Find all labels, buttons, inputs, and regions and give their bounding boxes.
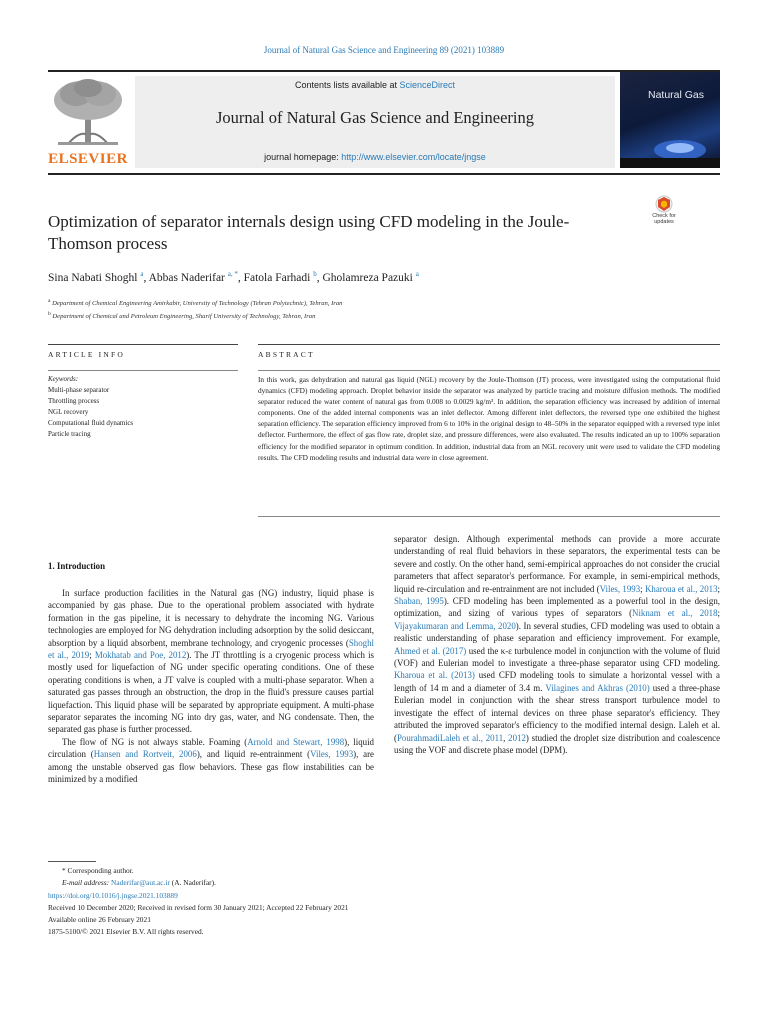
contents-line [135,80,615,90]
divider [48,370,238,371]
author[interactable]: Gholamreza Pazuki $^a$ [322,270,419,284]
affiliations [48,296,720,322]
citation-link[interactable]: Viles, 1993 [310,749,354,760]
check-for-updates-button[interactable] [644,195,684,235]
copyright: 1875-5100/© 2021 Elsevier B.V. All rights reserved. [48,927,204,937]
journal-cover[interactable] [620,72,720,168]
abstract-text: In this work, gas dehydration and natural gas liquid (NGL) recovery by the Joule-Thomson (JT) process, were investigated using the computational fluid dynamics (CFD) modeling approach. Droplet behavior inside the separator was analyzed by particle tracing and moisture diffusion methods. The modified separator reduced the water content of natural gas from 0.008 to 0.0029 kg/m³. In addition, the separation efficiency was increased by addition of internal components. One of the added internal components was an inlet deflector. Among different inlet deflectors, the reversed type one exhibited the highest separation efficiency. The separation efficiency improved from 6 to 10% in the original design to 48–50% in the separator equipped with a reversed type inlet deflector. Furthermore, the effect of gas flow rate, droplet size, and pressure differences, were also evaluated. The results indicated an up to 100% separation efficiency for the modified separator in optimum condition. In addition, industrial data from an NGL recovery unit were used to validate the CFD modeling results. The CFD modeling results and industrial data were in close agreement. [258,375,720,462]
divider [48,344,238,345]
keyword: Particle tracing [48,430,91,438]
citation-link[interactable]: Kharoua et al., 2013 [644,583,718,594]
citation-link[interactable]: Mokhatab and Poe, 2012 [94,650,187,661]
body-column-right [394,533,720,756]
footnotes [48,865,448,939]
keywords-label: Keywords: [48,375,79,383]
citation-link[interactable]: Vijayakumaran and Lemma, 2020 [394,620,516,631]
author[interactable]: Fatola Farhadi $^b$ [243,270,317,284]
divider [258,370,720,371]
citation-link[interactable]: Arnold and Stewart, 1998 [247,736,345,747]
author-list: Sina Nabati Shoghl $^a$, Abbas Naderifar $^{a, *}$, Fatola Farhadi $^b$, Gholamreza Pazuki $^a$ [48,270,419,284]
cover-flame-icon [620,72,720,168]
affiliation: $^b$ Department of Chemical and Petroleum Engineering, Sharif University of Technology, Tehran, Iran [48,311,316,321]
available-online: Available online 26 February 2021 [48,915,151,925]
check-updates-label: Check for updates [652,213,676,225]
keyword: Computational fluid dynamics [48,419,134,427]
citation-link[interactable]: Shaban, 1995 [394,596,444,607]
header-bottom-rule [48,173,720,175]
citation-link[interactable]: Ahmed et al. (2017) [394,645,467,656]
homepage-line [135,152,615,162]
introduction-heading: 1. Introduction [48,561,106,571]
citation-link[interactable]: 2012 [508,732,526,743]
cover-title: Natural Gas [648,89,705,101]
citation-link[interactable]: Hansen and Rortveit, 2006 [93,749,197,760]
citation-link[interactable]: PourahmadiLaleh et al., 2011 [396,732,504,743]
paragraph: In surface production facilities in the Natural gas (NG) industry, liquid phase is accompanied by gas phase. Due to the operational problem associated with hydrate formation in the gas pipeline, it is necessary to dehydrate the incoming NG. Various technologies are employed for NG dehydration including adsorption by the solid desiccant, absorption by a liquid absorbent, membrane technology, and cryogenic processes (Shoghl et al., 2019; Mokhatab and Poe, 2012). The JT throttling is a cryogenic process which is mostly used for liquefaction of NG under specific operating conditions. One of these operating conditions is when, a JT valve is coupled with a multi-phase separator. When a saturated gas passes through an obstruction, the drop in the fluid's pressure causes partial liquefaction. This liquid phase will be separated by appropriate equipment. A multi-phase separator separates the incoming NG into dry gas, water, and NG condensate. Then, the separated gas phase is further processed. [48,588,375,735]
journal-title: Journal of Natural Gas Science and Engineering [216,108,534,127]
doi-link[interactable]: https://doi.org/10.1016/j.jngse.2021.103889 [48,890,178,900]
citation-link[interactable]: Viles, 1993 [599,583,641,594]
citation-link[interactable]: Vilagines and Akhras (2010) [545,682,650,693]
keyword: Throttling process [48,397,100,405]
keywords-block [48,374,238,440]
keyword: Multi-phase separator [48,386,110,394]
contents-prefix: Contents lists available at [294,80,400,90]
email-link[interactable]: Naderifar@aut.ac.ir [111,878,170,888]
article-info-heading: ARTICLE INFO [48,350,125,359]
divider [258,344,720,345]
author[interactable]: Sina Nabati Shoghl $^a$ [48,270,144,284]
paragraph: separator design. Although experimental methods can provide a more accurate understanding of real fluid behaviors in these separators, the experimental tests can be severe and costly. On the other hand, semi-empirical approaches do not consider the crucial parameters that affect separator's performance. For example, in semi-empirical methods, liquid re-circulation and re-entrainment are not included (Viles, 1993; Kharoua et al., 2013; Shaban, 1995). CFD modeling has been implemented as a powerful tool in the design, optimization, and sizing of various types of separators (Niknam et al., 2018; Vijayakumaran and Lemma, 2020). In several studies, CFD modeling was used to obtain a realistic understanding of phase separation and efficiency improvement. For example, Ahmed et al. (2017) used the κ-ε turbulence model in conjunction with the volume of fluid (VOF) and Eulerian model to investigate a three-phase separator using CFD modeling. Kharoua et al. (2013) used CFD modeling tools to simulate a horizontal vessel with a length of 14 m and a diameter of 3.4 m. Vilagines and Akhras (2010) used a three-phase Eulerian model in conjunction with the shear stress transport turbulence model to investigate the effect of internal devices on three phase separator's efficiency. They attributed the improved separator's efficiency to the modified internal design. Laleh et al. (PourahmadiLaleh et al., 2011, 2012) studied the droplet size distribution and coalescence using the VOF and discrete phase model (DPM). [394,534,721,755]
citation-link[interactable]: Kharoua et al. (2013) [394,670,475,681]
abstract-heading: ABSTRACT [258,350,315,359]
footnote-rule [48,861,96,862]
elsevier-tree-icon [48,76,128,148]
elsevier-logo[interactable] [48,76,128,168]
citation-link[interactable]: Niknam et al., 2018 [632,608,718,619]
elsevier-wordmark: ELSEVIER [48,151,128,167]
author[interactable]: Abbas Naderifar $^{a, *}$ [148,270,238,284]
affiliation: $^a$ Department of Chemical Engineering Amirkabir, University of Technology (Tehran Polytechnic), Tehran, Iran [48,298,343,308]
email-note: E-mail address: Naderifar@aut.ac.ir (A. Naderifar). [62,878,216,888]
journal-citation[interactable]: Journal of Natural Gas Science and Engineering 89 (2021) 103889 [263,45,505,55]
paper-title: Optimization of separator internals design using CFD modeling in the Joule-Thomson process [48,212,570,253]
citation-link[interactable]: Shoghl et al., 2019 [48,637,374,661]
divider [258,516,720,517]
body-column-left [48,587,374,786]
received-dates: Received 10 December 2020; Received in revised form 30 January 2021; Accepted 22 February 2021 [48,902,349,912]
keyword: NGL recovery [48,408,89,416]
homepage-prefix: journal homepage: [264,152,342,162]
homepage-link[interactable]: http://www.elsevier.com/locate/jngse [341,152,486,162]
check-updates-icon [644,195,684,213]
corresponding-author-note: * Corresponding author. [62,866,134,875]
sciencedirect-link[interactable]: ScienceDirect [399,80,456,90]
paragraph: The flow of NG is not always stable. Foaming (Arnold and Stewart, 1998), liquid circulation (Hansen and Rortveit, 2006), and liquid re-entrainment (Viles, 1993), are among the unstable observed gas flow behaviors. These gas flow instabilities can be minimized by a modified [48,736,375,785]
